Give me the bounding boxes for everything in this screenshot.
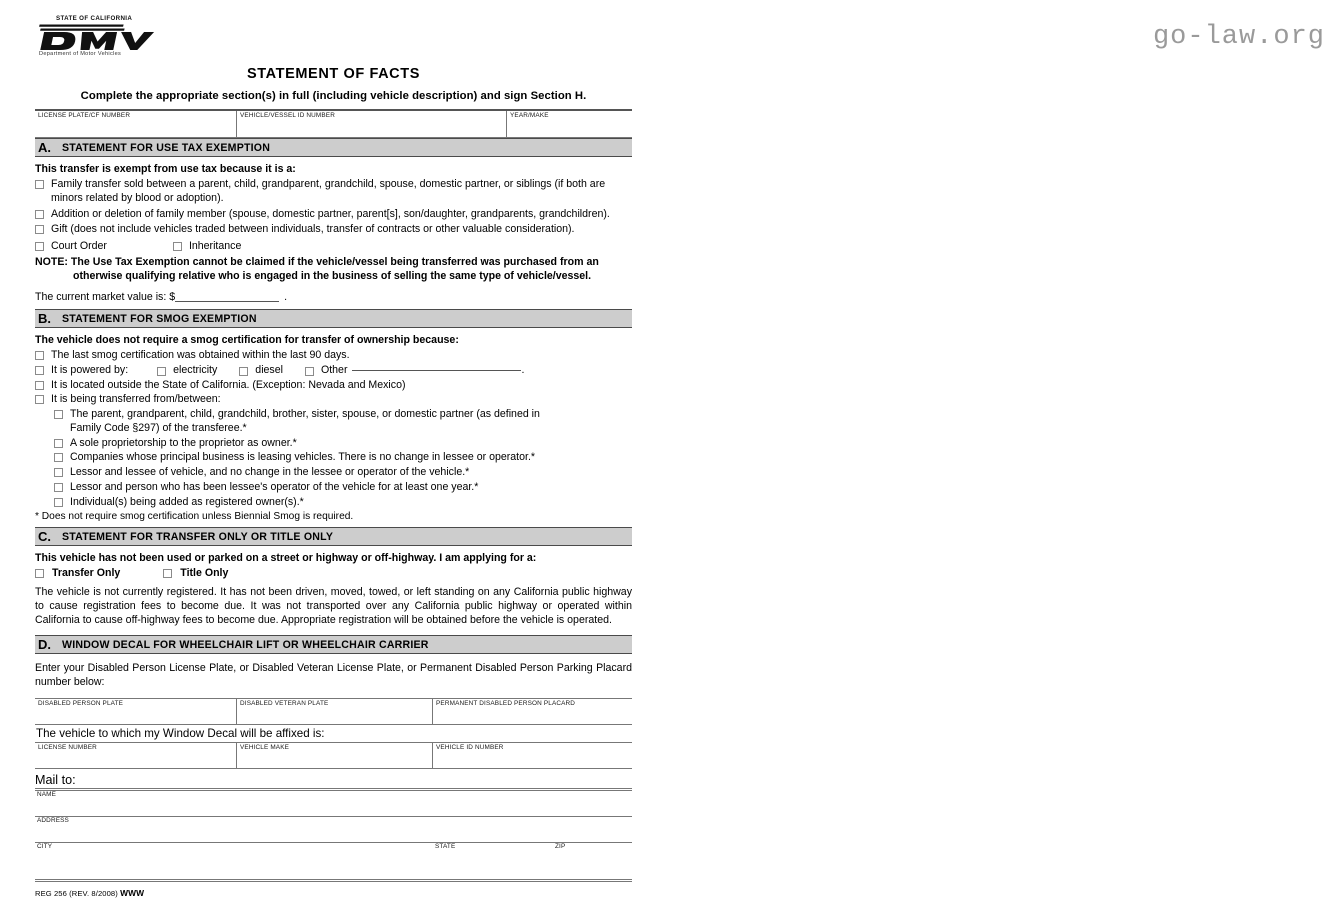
option-label: A sole proprietorship to the proprietor as owner.* — [70, 436, 297, 449]
section-c-lead: This vehicle has not been used or parked on a street or highway or off-highway. I am applying for a: — [35, 552, 537, 565]
section-c-paragraph: The vehicle is not currently registered. It has not been driven, moved, towed, or left standing on any California public highway to cause registration fees to become due. It was not transported over any California public highway or operated within California to cause off-highway fees to become due. Appropriate registration will be obtained before the vehicle is operated. — [35, 586, 632, 627]
dmv-wordmark-icon — [38, 23, 160, 51]
section-d-header — [35, 635, 632, 654]
license-plate-label: LICENSE PLATE/CF NUMBER — [38, 112, 131, 119]
city-state-zip-row[interactable] — [35, 843, 632, 869]
logo-state-text: STATE OF CALIFORNIA — [56, 15, 133, 22]
checkbox-icon[interactable] — [35, 351, 44, 360]
vehicle-id-number-label: VEHICLE ID NUMBER — [436, 744, 504, 752]
checkbox-row-outside-california[interactable] — [35, 379, 632, 393]
checkbox-icon[interactable] — [35, 242, 44, 251]
option-label: It is being transferred from/between: — [51, 393, 221, 406]
checkbox-icon[interactable] — [239, 367, 248, 376]
power-other-input[interactable] — [352, 370, 521, 371]
form-id: REG 256 (REV. 8/2008) — [35, 889, 121, 898]
checkbox-icon[interactable] — [54, 453, 63, 462]
vehicle-make-label: VEHICLE MAKE — [240, 744, 290, 752]
vehicle-id-field[interactable] — [237, 111, 507, 137]
checkbox-icon[interactable] — [35, 381, 44, 390]
option-label: Lessor and person who has been lessee's operator of the vehicle for at least one year.* — [70, 480, 479, 493]
disabled-veteran-plate-label: DISABLED VETERAN PLATE — [240, 700, 329, 708]
section-b-title: STATEMENT FOR SMOG EXEMPTION — [62, 312, 257, 325]
checkbox-row-gift[interactable] — [35, 223, 632, 237]
checkbox-row-powered-by[interactable] — [35, 364, 632, 378]
vehicle-make-field[interactable] — [237, 743, 433, 768]
option-label: Lessor and lessee of vehicle, and no change in the lessee or operator of the vehicle.* — [70, 466, 470, 479]
name-field[interactable] — [35, 791, 632, 817]
checkbox-icon[interactable] — [35, 225, 44, 234]
section-a-note — [35, 256, 632, 284]
checkbox-icon[interactable] — [54, 468, 63, 477]
checkbox-icon[interactable] — [54, 498, 63, 507]
checkbox-row-family-transfer[interactable] — [35, 178, 632, 206]
option-label-electricity: electricity — [173, 363, 218, 376]
option-label-title-only: Title Only — [180, 567, 229, 580]
option-label: Gift (does not include vehicles traded between individuals, transfer of contracts or other valuable consideration). — [51, 223, 575, 236]
power-other-suffix: . — [521, 363, 525, 376]
section-c-header — [35, 527, 632, 546]
zip-label: ZIP — [555, 843, 566, 851]
option-label: The parent, grandparent, child, grandchild, brother, sister, spouse, or domestic partner (as defined in Family Code §297) of the transferee.* — [70, 408, 540, 434]
option-label: Individual(s) being added as registered owner(s).* — [70, 495, 304, 508]
mail-to-label: Mail to: — [35, 773, 76, 788]
disabled-person-plate-field[interactable] — [35, 699, 237, 724]
decal-vehicle-row — [35, 742, 632, 769]
option-label: Companies whose principal business is leasing vehicles. There is no change in lessee or operator.* — [70, 451, 536, 464]
section-b-header — [35, 309, 632, 328]
option-label-court-order: Court Order — [51, 240, 107, 253]
checkbox-row-sole-proprietorship[interactable] — [54, 437, 632, 451]
checkbox-row-family-relation[interactable] — [54, 408, 632, 436]
dmv-logo — [38, 14, 160, 62]
market-value-input[interactable] — [175, 301, 279, 302]
license-number-label: LICENSE NUMBER — [38, 744, 97, 752]
note-label: NOTE: — [35, 256, 68, 269]
checkbox-row-smog-90-days[interactable] — [35, 349, 632, 363]
dmv-form-sheet — [35, 14, 632, 898]
state-label: STATE — [435, 843, 456, 851]
checkbox-icon[interactable] — [35, 180, 44, 189]
option-label: Family transfer sold between a parent, child, grandparent, grandchild, spouse, domestic partner, or siblings (if both are minors related by blood or adoption). — [51, 178, 606, 204]
permanent-placard-field[interactable] — [433, 699, 632, 724]
section-a-inline-options — [35, 240, 632, 252]
form-www: WWW — [120, 888, 145, 898]
city-label: CITY — [37, 843, 53, 851]
address-label: ADDRESS — [37, 817, 69, 825]
checkbox-icon[interactable] — [305, 367, 314, 376]
powered-by-label: It is powered by: — [51, 363, 129, 376]
section-d-letter: D. — [38, 637, 51, 653]
section-b-footnote: * Does not require smog certification unless Biennial Smog is required. — [35, 511, 354, 523]
section-b-suboptions — [54, 408, 632, 509]
vehicle-id-number-field[interactable] — [433, 743, 632, 768]
section-a-letter: A. — [38, 140, 51, 155]
section-d-title: WINDOW DECAL FOR WHEELCHAIR LIFT OR WHEELCHAIR CARRIER — [62, 638, 429, 651]
checkbox-row-leasing-companies[interactable] — [54, 451, 632, 465]
checkbox-row-transferred-between[interactable] — [35, 393, 632, 407]
checkbox-row-added-owners[interactable] — [54, 496, 632, 510]
disabled-person-plate-label: DISABLED PERSON PLATE — [38, 700, 124, 708]
page-subtitle: Complete the appropriate section(s) in full (including vehicle description) and sign Section H. — [80, 90, 587, 102]
section-a-title: STATEMENT FOR USE TAX EXEMPTION — [62, 141, 271, 154]
option-label-diesel: diesel — [255, 363, 283, 376]
section-c-inline-options — [35, 567, 632, 579]
name-label: NAME — [37, 791, 57, 799]
disabled-plate-row — [35, 698, 632, 725]
checkbox-icon[interactable] — [163, 569, 172, 578]
checkbox-icon[interactable] — [54, 439, 63, 448]
form-footer — [35, 888, 632, 898]
option-label-other: Other — [320, 363, 348, 376]
checkbox-row-lessor-lessee[interactable] — [54, 466, 632, 480]
section-c-letter: C. — [38, 529, 51, 545]
checkbox-icon[interactable] — [157, 367, 166, 376]
note-line-1: The Use Tax Exemption cannot be claimed if the vehicle/vessel being transferred was purchased from an — [70, 256, 599, 269]
year-make-label: YEAR/MAKE — [510, 112, 549, 119]
checkbox-icon[interactable] — [54, 483, 63, 492]
disabled-veteran-plate-field[interactable] — [237, 699, 433, 724]
market-value-suffix: . — [284, 291, 288, 303]
checkbox-icon[interactable] — [35, 366, 44, 375]
section-a-lead: This transfer is exempt from use tax because it is a: — [35, 163, 296, 175]
logo-department-text: Department of Motor Vehicles — [39, 51, 122, 58]
address-field[interactable] — [35, 817, 632, 843]
option-label: The last smog certification was obtained within the last 90 days. — [51, 349, 350, 361]
checkbox-icon[interactable] — [173, 242, 182, 251]
section-c-title: STATEMENT FOR TRANSFER ONLY OR TITLE ONLY — [62, 530, 334, 543]
checkbox-icon[interactable] — [35, 569, 44, 578]
window-decal-sentence: The vehicle to which my Window Decal will be affixed is: — [36, 727, 325, 741]
checkbox-icon[interactable] — [35, 210, 44, 219]
permanent-placard-label: PERMANENT DISABLED PERSON PLACARD — [436, 700, 576, 708]
option-label: It is located outside the State of California. (Exception: Nevada and Mexico) — [51, 378, 406, 391]
site-watermark: go-law.org — [1152, 22, 1325, 52]
section-b-lead: The vehicle does not require a smog certification for transfer of ownership because: — [35, 334, 459, 346]
license-plate-field[interactable] — [35, 111, 237, 137]
section-d-instruction: Enter your Disabled Person License Plate, or Disabled Veteran License Plate, or Permanent Disabled Person Parking Placard number below: — [35, 662, 632, 689]
bottom-rule — [35, 879, 632, 882]
option-label-inheritance: Inheritance — [188, 240, 242, 253]
market-value-prefix: The current market value is: $ — [35, 291, 176, 303]
powered-by-group — [51, 364, 524, 378]
license-number-field[interactable] — [35, 743, 237, 768]
checkbox-icon[interactable] — [54, 410, 63, 419]
option-label: Addition or deletion of family member (spouse, domestic partner, parent[s], son/daughter, grandparents, grandchildren). — [51, 207, 610, 220]
year-make-field[interactable] — [507, 111, 632, 137]
checkbox-icon[interactable] — [35, 395, 44, 404]
vehicle-description-row — [35, 111, 632, 138]
checkbox-row-lessee-operator[interactable] — [54, 481, 632, 495]
checkbox-row-family-addition[interactable] — [35, 208, 632, 222]
option-label-transfer-only: Transfer Only — [52, 567, 121, 580]
market-value-row — [35, 291, 632, 303]
section-b-letter: B. — [38, 311, 51, 326]
section-a-header — [35, 138, 632, 157]
page-title: STATEMENT OF FACTS — [247, 66, 420, 82]
vehicle-id-label: VEHICLE/VESSEL ID NUMBER — [240, 112, 335, 119]
note-line-2: otherwise qualifying relative who is engaged in the business of selling the same type of vehicle/vessel. — [73, 270, 592, 283]
